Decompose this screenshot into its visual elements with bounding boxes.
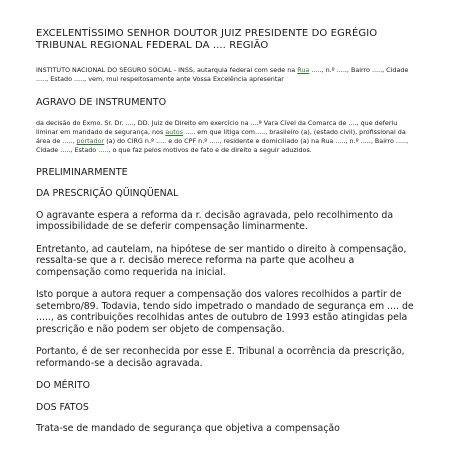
paragraph-2: Entretanto, ad cautelam, na hipótese de ser mantido o direito à compensação, ressalta-se que a r. decisão merece reforma na parte que acolheu a compensação como requerida na inicial. [36, 243, 407, 278]
agravo-text-2: ..... em que litiga com....., brasileiro (a), (estado civil), profissional da área de ....., [36, 128, 406, 145]
paragraph-3: Isto porque a autora requer a compensação dos valores recolhidos a partir de setembro/89. Todavia, tendo sido impetrado o mandado de segurança em .... de ....., as contribuições recolhidas antes de outubro de 1993 estão atingidas pela prescrição e não podem ser objeto de compensação. [36, 289, 414, 335]
rua-link[interactable]: Rua [297, 66, 310, 74]
prescricao-heading: DA PRESCRIÇÃO QÜINQÜENAL [36, 188, 179, 199]
intro-text-end: ....., n.º ....., Bairro ....., Cidade ....., Estado ....., vem, mui respeitosamente ante Vossa Excelência apresentar [36, 66, 409, 83]
agravo-text-1: da decisão do Exmo. Sr. Dr. ...., DD. Juiz de Direito em exercício na ....ª Vara Cível da Comarca de ...., que deferiu liminar em mandado de segurança, nos [36, 119, 398, 136]
portador-link[interactable]: portador [76, 137, 105, 145]
autos-link[interactable]: autos [165, 128, 184, 136]
agravo-title: AGRAVO DE INSTRUMENTO [36, 97, 167, 108]
agravo-text-3: (a) do CIRG n.º ..... e do CPF n.º ....., residente e domiciliado (a) na Rua ....., n.º ....., Bairro ....., Cidade ....., Estado ....., o que faz pelos motivos de fato e de direito a seguir aduzidos. [36, 137, 409, 154]
intro-text-start: INSTITUTO NACIONAL DO SEGURO SOCIAL - INSS, autarquia federal com sede na [36, 66, 298, 74]
paragraph-4: Portanto, é de ser reconhecida por esse E. Tribunal a ocorrência da prescrição, reformando-se a decisão agravada. [36, 346, 405, 369]
preliminarmente-heading: PRELIMINARMENTE [36, 167, 128, 178]
document-heading: EXCELENTÍSSIMO SENHOR DOUTOR JUIZ PRESIDENTE DO EGRÉGIO TRIBUNAL REGIONAL FEDERAL DA .... REGIÃO [36, 28, 378, 51]
agravo-paragraph [36, 119, 419, 155]
intro-paragraph [36, 66, 419, 84]
fatos-heading: DOS FATOS [36, 401, 89, 413]
merito-heading: DO MÉRITO [36, 380, 90, 391]
paragraph-5: Trata-se de mandado de segurança que objetiva a compensação [36, 423, 340, 434]
paragraph-1: O agravante espera a reforma da r. decisão agravada, pelo recolhimento da impossibilidade de se deferir compensação liminarmente. [36, 209, 394, 232]
